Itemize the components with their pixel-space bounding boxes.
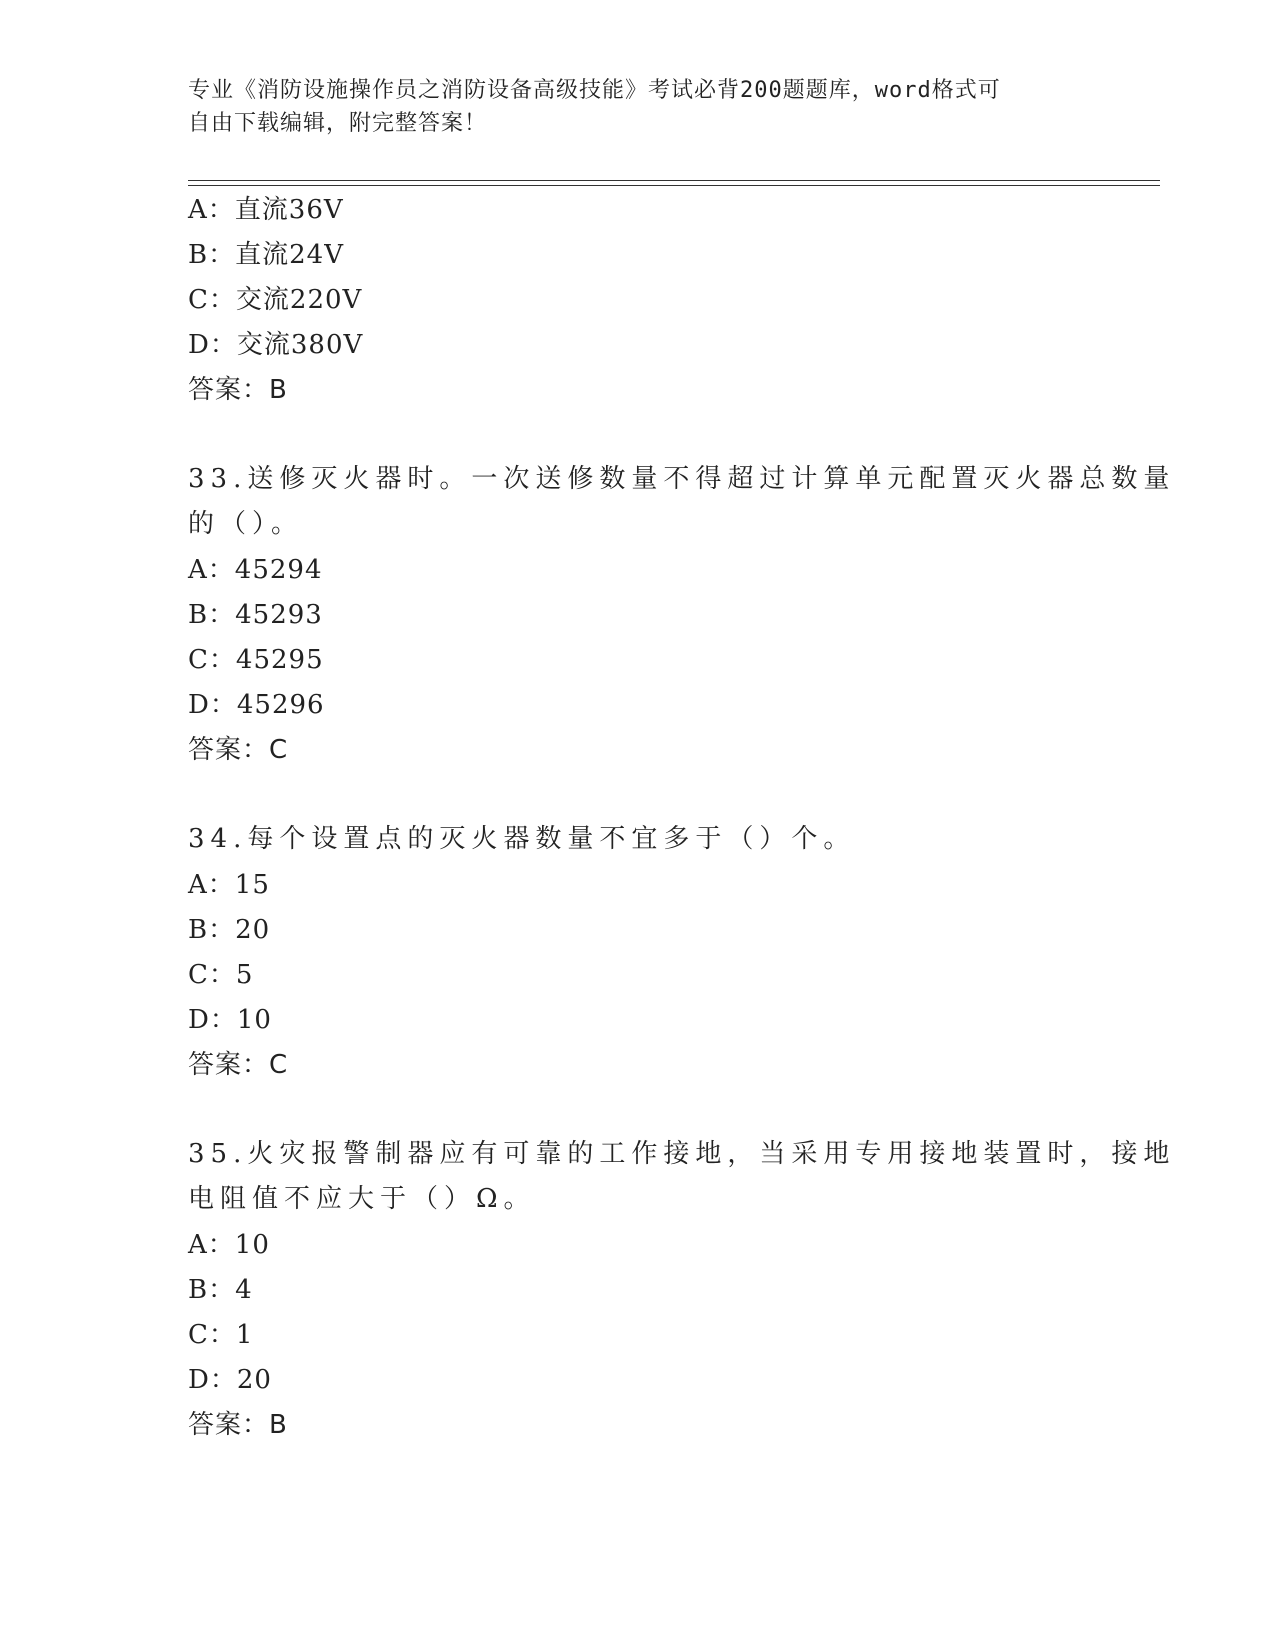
question-33-text: 33.送修灭火器时。一次送修数量不得超过计算单元配置灭火器总数量	[188, 464, 1176, 494]
header-line-1: 专业《消防设施操作员之消防设备高级技能》考试必背200题题库，word格式可	[188, 78, 1001, 103]
option-b: B：4	[188, 1275, 253, 1305]
option-d: D：交流380V	[188, 330, 364, 360]
option-d: D：10	[188, 1005, 272, 1035]
answer: 答案：B	[188, 1410, 288, 1440]
option-a: A：45294	[188, 555, 323, 585]
header-line-2: 自由下载编辑，附完整答案！	[188, 111, 488, 136]
question-34-text: 34.每个设置点的灭火器数量不宜多于（）个。	[188, 824, 856, 854]
option-b: B：20	[188, 915, 271, 945]
answer: 答案：C	[188, 735, 289, 765]
question-33-text-cont: 的（）。	[188, 509, 304, 539]
header-divider-bottom	[188, 185, 1160, 186]
header-divider-top	[188, 180, 1160, 181]
answer: 答案：C	[188, 1050, 289, 1080]
option-c: C：1	[188, 1320, 254, 1350]
option-c: C：5	[188, 960, 254, 990]
question-35-text: 35.火灾报警制器应有可靠的工作接地，当采用专用接地装置时，接地	[188, 1139, 1176, 1169]
option-d: D：45296	[188, 690, 325, 720]
question-35-text-cont: 电阻值不应大于（）Ω。	[188, 1184, 536, 1214]
option-c: C：交流220V	[188, 285, 363, 315]
option-a: A：15	[188, 870, 270, 900]
option-b: B：直流24V	[188, 240, 344, 270]
answer: 答案：B	[188, 375, 288, 405]
option-a: A：直流36V	[188, 195, 344, 225]
option-a: A：10	[188, 1230, 270, 1260]
option-c: C：45295	[188, 645, 324, 675]
option-d: D：20	[188, 1365, 272, 1395]
option-b: B：45293	[188, 600, 323, 630]
document-header	[188, 74, 1068, 140]
